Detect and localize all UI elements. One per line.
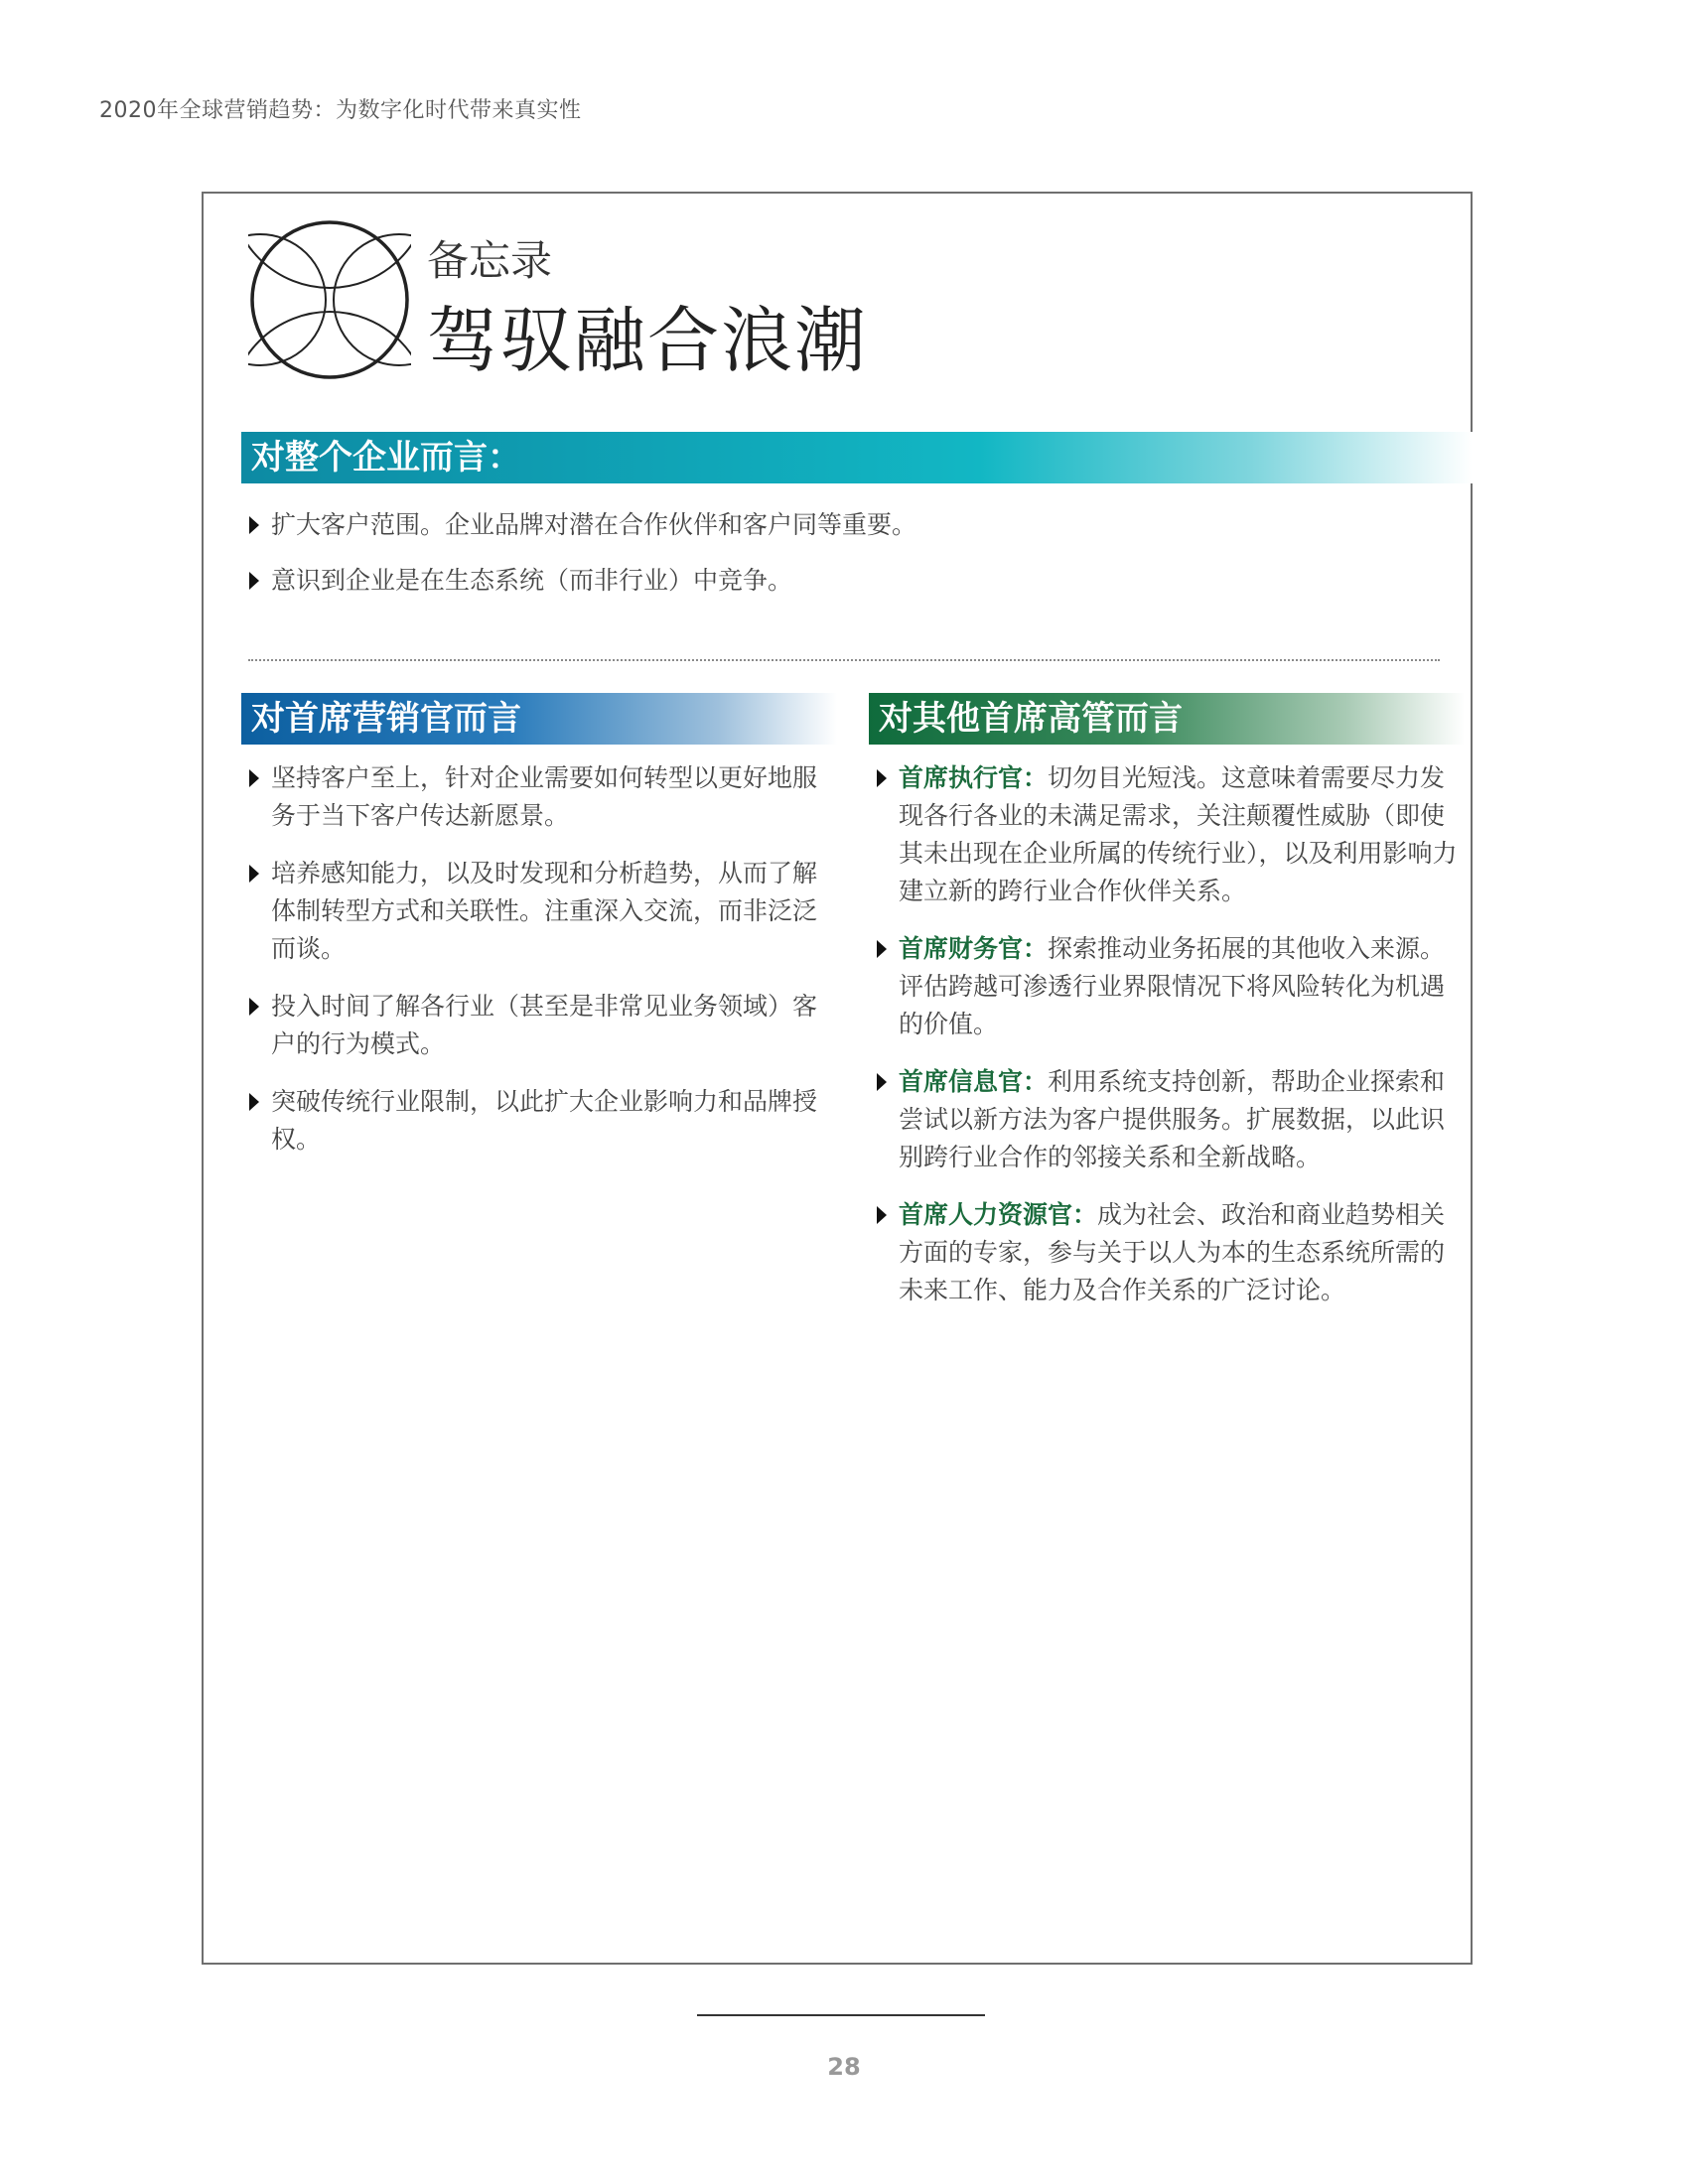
triangle-bullet-icon [249,865,259,883]
triangle-bullet-icon [249,998,259,1016]
list-item [869,1063,1465,1176]
list-item-text: 培养感知能力，以及时发现和分析趋势，从而了解体制转型方式和关联性。注重深入交流，而非泛泛而谈。 [271,859,818,963]
list-item-text: 利用系统支持创新，帮助企业探索和尝试以新方法为客户提供服务。扩展数据，以此识别跨行业合作的邻接关系和全新战略。 [899,1067,1446,1171]
running-title: 2020年全球营销趋势：为数字化时代带来真实性 [99,98,582,123]
list-item [241,988,817,1063]
list-item [241,1083,817,1159]
memo-title: 驾驭融合浪潮 [427,299,869,382]
list-item-text: 扩大客户范围。企业品牌对潜在合作伙伴和客户同等重要。 [271,510,917,539]
list-item [241,562,1463,600]
cmo-heading: 对首席营销官而言 [241,693,837,745]
triangle-bullet-icon [877,1073,887,1091]
page-number: 28 [827,2053,861,2081]
memo-subtitle: 备忘录 [427,236,553,285]
list-item-text: 成为社会、政治和商业趋势相关方面的专家，参与关于以人为本的生态系统所需的未来工作、能力及合作关系的广泛讨论。 [899,1200,1446,1304]
list-item [241,855,817,968]
interlocking-circles-icon [248,218,411,381]
triangle-bullet-icon [877,769,887,787]
triangle-bullet-icon [877,1206,887,1224]
triangle-bullet-icon [249,1093,259,1111]
triangle-bullet-icon [877,940,887,958]
list-item [869,930,1465,1043]
enterprise-list [241,506,1463,617]
cmo-list [241,759,817,1178]
dotted-divider [248,659,1440,661]
list-item-text: 探索推动业务拓展的其他收入来源。评估跨越可渗透行业界限情况下将风险转化为机遇的价值。 [899,934,1446,1038]
other-execs-list [869,759,1465,1329]
footer-rule [697,2014,985,2016]
list-item-text: 意识到企业是在生态系统（而非行业）中竞争。 [271,566,793,595]
list-item-text: 切勿目光短浅。这意味着需要尽力发现各行各业的未满足需求，关注颠覆性威胁（即使其未出现在企业所属的传统行业），以及利用影响力建立新的跨行业合作伙伴关系。 [899,763,1458,905]
role-label: 首席财务官： [899,934,1049,963]
list-item-text: 投入时间了解各行业（甚至是非常见业务领域）客户的行为模式。 [271,992,818,1058]
memo-box [202,192,1473,1965]
triangle-bullet-icon [249,572,259,590]
triangle-bullet-icon [249,516,259,534]
list-item-text: 突破传统行业限制，以此扩大企业影响力和品牌授权。 [271,1087,818,1154]
list-item [241,759,817,835]
triangle-bullet-icon [249,769,259,787]
role-label: 首席执行官： [899,763,1049,792]
list-item [241,506,1463,544]
list-item-text: 坚持客户至上，针对企业需要如何转型以更好地服务于当下客户传达新愿景。 [271,763,818,830]
list-item [869,1196,1465,1309]
list-item [869,759,1465,910]
role-label: 首席信息官： [899,1067,1049,1096]
other-execs-heading: 对其他首席高管而言 [869,693,1465,745]
enterprise-heading: 对整个企业而言： [241,432,1473,483]
role-label: 首席人力资源官： [899,1200,1098,1229]
